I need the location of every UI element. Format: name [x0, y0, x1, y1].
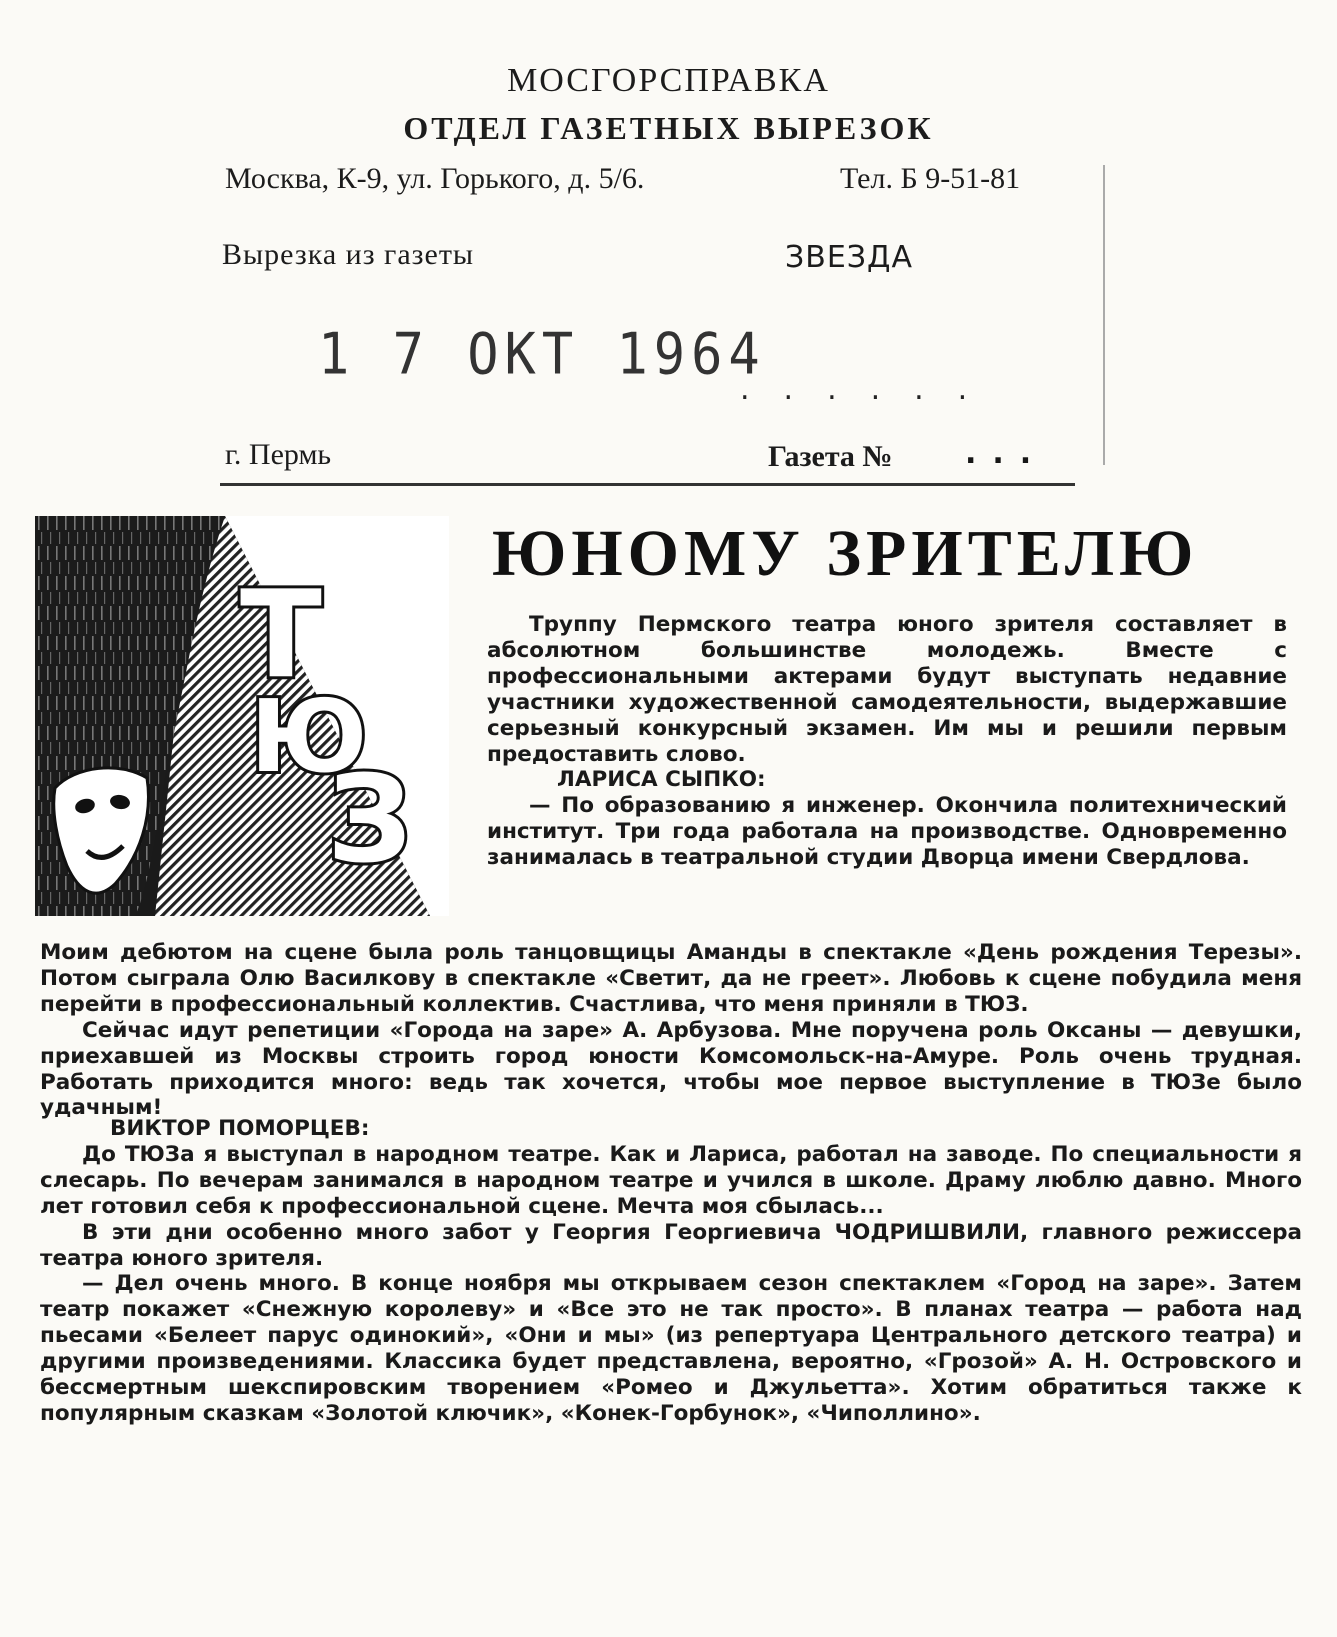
remaining-text: [40, 1116, 1302, 1427]
city: г. Пермь: [225, 438, 332, 471]
speaker-1-text: [40, 940, 1302, 1121]
vertical-rule: [1103, 165, 1105, 465]
gazeta-label: Газета №: [768, 440, 893, 473]
speaker-2-paragraph: До ТЮЗа я выступал в народном театре. Как и Лариса, работал на заводе. По специальности я слесарь. По вечерам занимался в народном театре и учился в школе. Драму люблю давно. Много лет готовил себя к профессиональной сцене. Мечта моя сбылась...: [40, 1141, 1302, 1219]
newspaper-name: ЗВЕЗДА: [785, 240, 913, 275]
intro-paragraph: Труппу Пермского театра юного зрителя составляет в абсолютном большинстве молодежь. Вместе с профессиональными актерами будут выступать недавние участники художественной самодеятельности, выдержавшие серьезный конкурсный экзамен. Им мы и решили первым предоставить слово.: [487, 612, 1287, 767]
article-title: ЮНОМУ ЗРИТЕЛЮ: [492, 517, 1199, 590]
speaker-1-paragraph-2: Сейчас идут репетиции «Города на заре» А. Арбузова. Мне поручена роль Оксаны — девушки, приехавшей из Москвы строить город юности Комсомольск-на-Амуре. Роль очень трудная. Работать приходится много: ведь так хочется, чтобы мое первое выступление в ТЮЗе было удачным!: [40, 1017, 1302, 1121]
logo-letter-z: З: [327, 751, 413, 890]
org-name: МОСГОРСПРАВКА: [507, 62, 830, 99]
speaker-1-name: ЛАРИСА СЫПКО:: [557, 767, 766, 793]
logo-letter-t: Т: [240, 566, 322, 705]
director-paragraph: В эти дни особенно много забот у Георгия Георгиевича ЧОДРИШВИЛИ, главного режиссера театра юного зрителя.: [40, 1219, 1302, 1271]
date-stamp: 1 7 ОКТ 1964: [318, 322, 766, 388]
speaker-1-paragraph-end: Моим дебютом на сцене была роль танцовщицы Аманды в спектакле «День рождения Терезы». Потом сыграла Олю Василкову в спектакле «Светит, да не греет». Любовь к сцене побудила меня перейти в профессиональный коллектив. Счастлива, что меня приняли в ТЮЗ.: [40, 940, 1302, 1017]
header-rule: [220, 483, 1075, 486]
clipping-label: Вырезка из газеты: [222, 238, 475, 271]
speaker-1-paragraph-start: — По образованию я инженер. Окончила политехнический институт. Три года работала на производстве. Одновременно занималась в театральной студии Дворца имени Свердлова.: [487, 793, 1287, 871]
tyuz-logo: [35, 516, 449, 916]
phone: Тел. Б 9-51-81: [840, 162, 1021, 195]
address: Москва, К-9, ул. Горького, д. 5/6.: [225, 162, 645, 195]
date-dots: ......: [740, 372, 1002, 407]
final-paragraph: — Дел очень много. В конце ноября мы открываем сезон спектаклем «Город на заре». Затем театр покажет «Снежную королеву» и «Все это не так просто». В планах театра — работа над пьесами «Белеет парус одинокий», «Они и мы» (из репертуара Центрального детского театра) и другими произведениями. Классика будет представлена, вероятно, «Грозой» А. Н. Островского и бессмертным шекспировским творением «Ромео и Джульетта». Хотим обратиться также к популярным сказкам «Золотой ключик», «Конек-Горбунок», «Чиполлино».: [40, 1271, 1302, 1426]
logo-letter-yu: Ю: [250, 678, 368, 795]
speaker-2-name: ВИКТОР ПОМОРЦЕВ:: [110, 1116, 370, 1141]
gazeta-dots: ...: [965, 436, 1048, 471]
department-name: ОТДЕЛ ГАЗЕТНЫХ ВЫРЕЗОК: [403, 110, 934, 146]
intro-column: [487, 612, 1287, 871]
